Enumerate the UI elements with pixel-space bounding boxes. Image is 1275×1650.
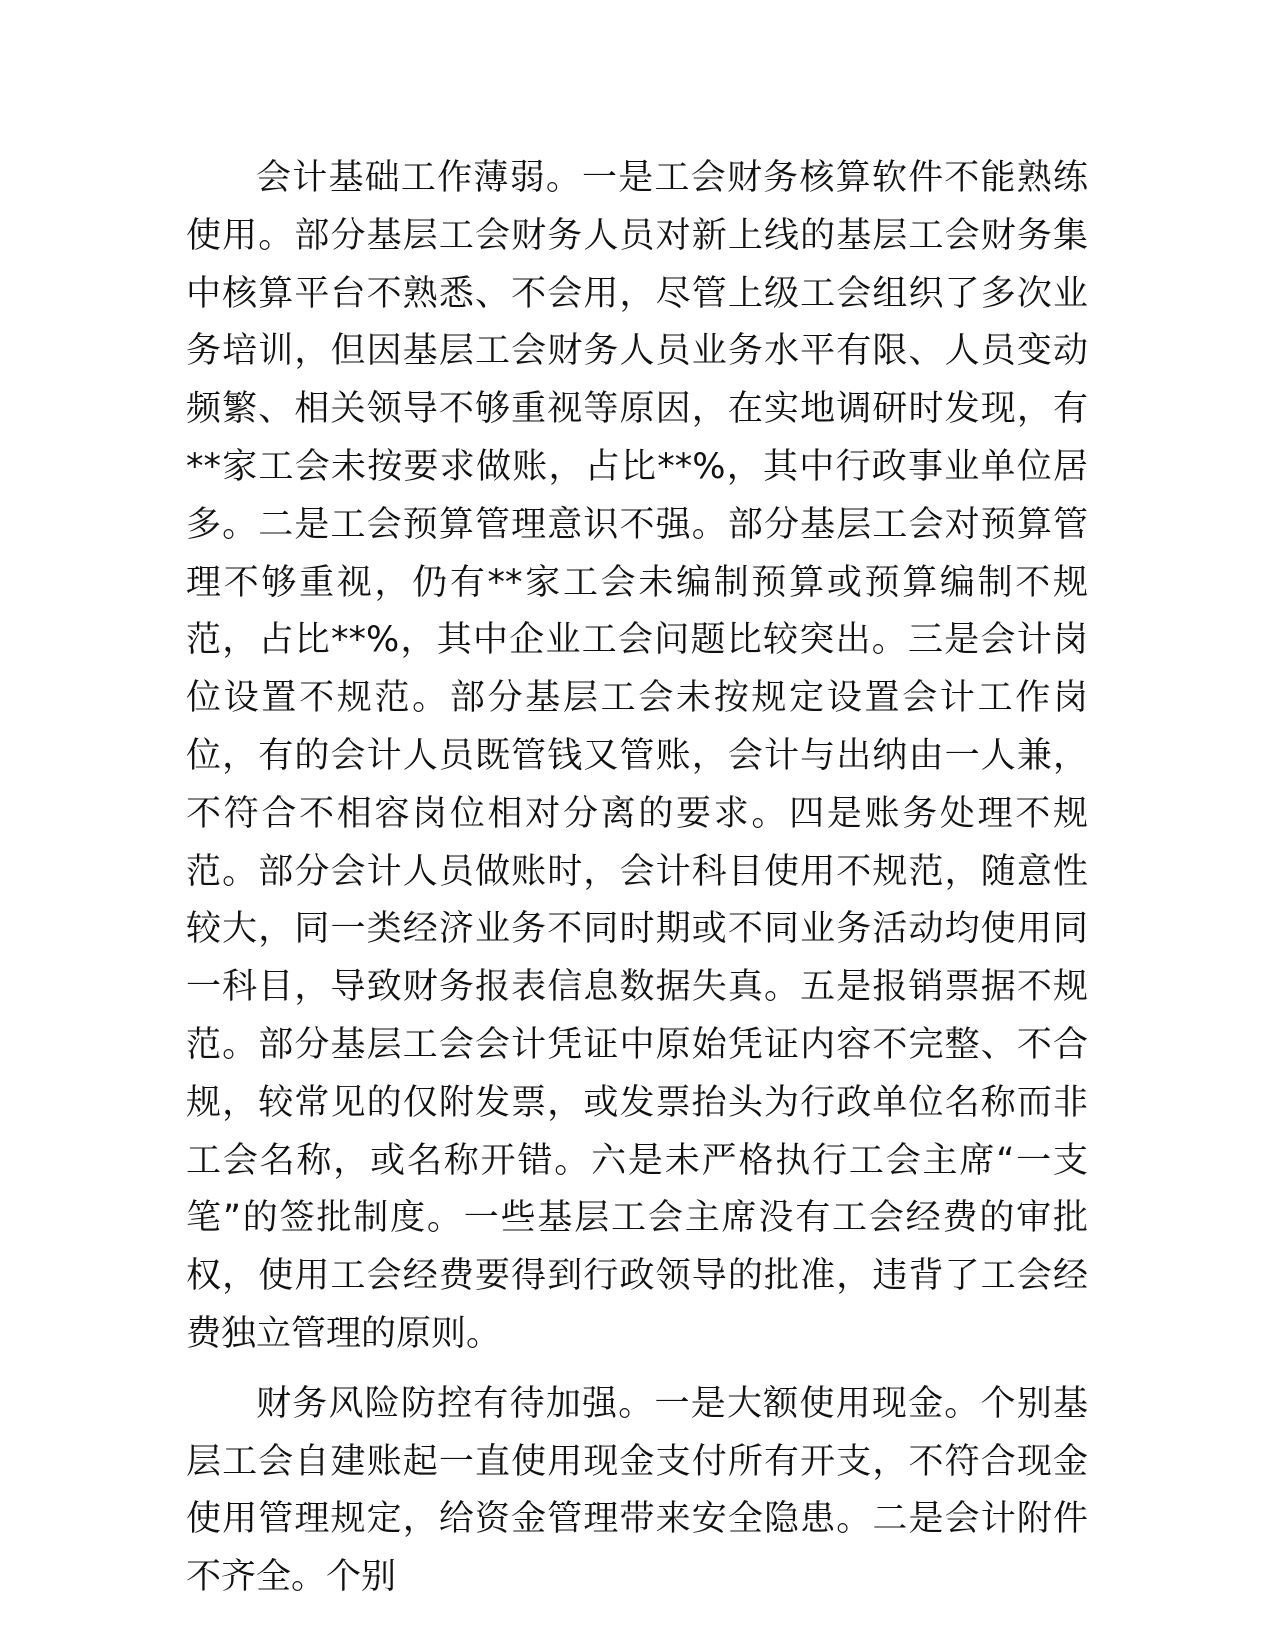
document-body [186, 150, 1088, 1607]
paragraph-accounting-foundation: 会计基础工作薄弱。一是工会财务核算软件不能熟练使用。部分基层工会财务人员对新上线的基层工会财务集中核算平台不熟悉、不会用，尽管上级工会组织了多次业务培训，但因基层工会财务人员业务水平有限、人员变动频繁、相关领导不够重视等原因，在实地调研时发现，有**家工会未按要求做账，占比**%，其中行政事业单位居多。二是工会预算管理意识不强。部分基层工会对预算管理不够重视，仍有**家工会未编制预算或预算编制不规范，占比**%，其中企业工会问题比较突出。三是会计岗位设置不规范。部分基层工会未按规定设置会计工作岗位，有的会计人员既管钱又管账，会计与出纳由一人兼，不符合不相容岗位相对分离的要求。四是账务处理不规范。部分会计人员做账时，会计科目使用不规范，随意性较大，同一类经济业务不同时期或不同业务活动均使用同一科目，导致财务报表信息数据失真。五是报销票据不规范。部分基层工会会计凭证中原始凭证内容不完整、不合规，较常见的仅附发票，或发票抬头为行政单位名称而非工会名称，或名称开错。六是未严格执行工会主席“一支笔”的签批制度。一些基层工会主席没有工会经费的审批权，使用工会经费要得到行政领导的批准，违背了工会经费独立管理的原则。 [186, 158, 1088, 1354]
paragraph-financial-risk-control: 财务风险防控有待加强。一是大额使用现金。个别基层工会自建账起一直使用现金支付所有开支，不符合现金使用管理规定，给资金管理带来安全隐患。二是会计附件不齐全。个别 [186, 1383, 1088, 1598]
